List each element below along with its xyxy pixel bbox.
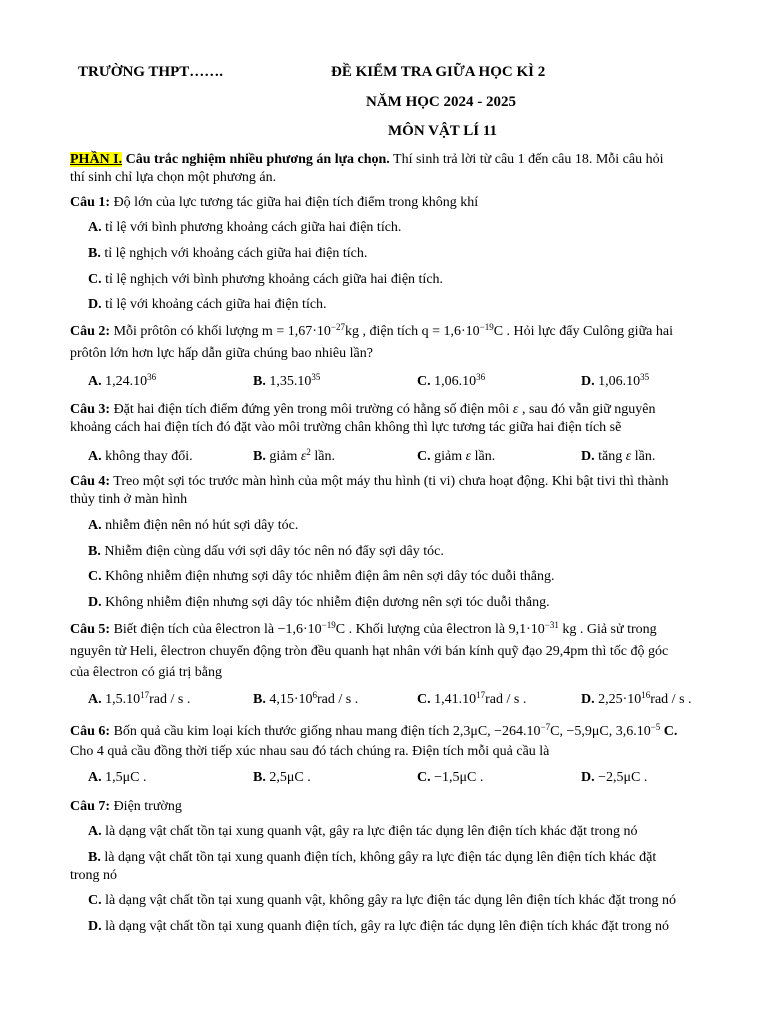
option-letter: D. (581, 770, 595, 785)
option-text: 1,41.10 (434, 692, 477, 707)
option-text: −2,5μC . (598, 770, 648, 785)
question-text: Biết điện tích của êlectron là −1,6·10 (110, 622, 322, 637)
epsilon-symbol: ε (625, 449, 632, 464)
option-text: Không nhiễm điện nhưng sợi dây tóc nhiễm điện âm nên sợi dây tóc duỗi thẳng. (101, 569, 555, 584)
option-text: lần. (471, 449, 496, 464)
option-letter: A. (88, 770, 102, 785)
section-instruction-1: Thí sinh trả lời từ câu 1 đến câu 18. Mỗi câu hỏi (389, 152, 664, 167)
question-5 (70, 622, 657, 638)
option-letter: B. (88, 246, 101, 261)
exponent: −31 (544, 620, 559, 630)
q4-option-b (88, 544, 444, 560)
q2-option-b (253, 374, 320, 390)
question-label: Câu 6: (70, 724, 111, 739)
question-text: C . Hỏi lực đẩy Culông giữa hai (493, 324, 673, 339)
option-text: lần. (631, 449, 656, 464)
question-5-line-2: nguyên tử Heli, êlectron chuyển động tròn đều quanh hạt nhân với bán kính quỹ đạo 29,4pm thì tốc độ góc (70, 644, 669, 659)
option-text: Nhiễm điện cùng dấu với sợi dây tóc nên nó đẩy sợi dây tóc. (100, 544, 444, 559)
exponent: 16 (641, 690, 651, 700)
q1-option-d (88, 297, 327, 313)
q6-option-c (417, 770, 483, 786)
question-text: Điện trường (110, 799, 182, 814)
q7-option-d (88, 919, 669, 935)
question-label: Câu 1: (70, 195, 111, 210)
option-letter: D. (581, 374, 595, 389)
q7-option-b (88, 850, 656, 866)
question-text: Treo một sợi tóc trước màn hình của một máy thu hình (ti vi) chưa hoạt động. Khi bật tivi thì thành (110, 474, 669, 489)
option-letter: C. (88, 272, 102, 287)
q3-option-b (253, 449, 335, 465)
q1-option-b (88, 246, 367, 262)
question-text: Bốn quả cầu kim loại kích thước giống nhau mang điện tích 2,3μC, −264.10 (110, 724, 541, 739)
question-2-line-2: prôtôn lớn hơn lực hấp dẫn giữa chúng bao nhiêu lần? (70, 346, 373, 361)
q4-option-c (88, 569, 554, 585)
q4-option-d (88, 595, 550, 611)
question-text: Mỗi prôtôn có khối lượng m = 1,67·10 (110, 324, 331, 339)
exponent: −19 (479, 322, 494, 332)
q4-option-a (88, 518, 298, 534)
exponent: 35 (311, 372, 321, 382)
q7-option-c (88, 893, 676, 909)
option-text: nhiễm điện nên nó hút sợi dây tóc. (101, 518, 299, 533)
q2-option-a (88, 374, 156, 390)
option-letter: D. (581, 692, 595, 707)
question-6-line-2: Cho 4 quả cầu đồng thời tiếp xúc nhau sau đó tách chúng ra. Điện tích mỗi quả cầu là (70, 744, 550, 759)
q5-option-c (417, 692, 526, 708)
school-year: NĂM HỌC 2024 - 2025 (366, 94, 516, 110)
option-text: 1,06.10 (598, 374, 641, 389)
option-text: 1,24.10 (105, 374, 148, 389)
option-text: rad / s . (149, 692, 191, 707)
question-label: Câu 2: (70, 324, 111, 339)
epsilon-symbol: ε (512, 402, 519, 417)
option-letter: A. (88, 449, 102, 464)
question-7 (70, 799, 182, 815)
option-letter: D. (88, 595, 102, 610)
option-text: 1,5.10 (105, 692, 141, 707)
question-1 (70, 195, 478, 211)
epsilon-symbol: ε (465, 449, 472, 464)
option-letter: B. (88, 544, 101, 559)
option-text: 2,5μC . (269, 770, 311, 785)
option-letter: B. (253, 692, 266, 707)
option-letter: A. (88, 518, 102, 533)
exponent: 35 (640, 372, 650, 382)
option-letter: A. (88, 824, 102, 839)
question-text: , sau đó vẫn giữ nguyên (518, 402, 656, 417)
q5-option-b (253, 692, 358, 708)
section-instruction-2: thí sinh chỉ lựa chọn một phương án. (70, 170, 277, 185)
q2-option-d (581, 374, 649, 390)
option-letter: A. (88, 220, 102, 235)
option-letter: C. (417, 374, 431, 389)
question-text: C . Khối lượng của êlectron là 9,1·10 (335, 622, 545, 637)
question-2 (70, 324, 673, 340)
option-letter: B. (88, 850, 101, 865)
option-text: là dạng vật chất tồn tại xung quanh vật, không gây ra lực điện tác dụng lên điện tích khác đặt trong nó (101, 893, 677, 908)
q3-option-c (417, 449, 495, 465)
option-letter: B. (253, 770, 266, 785)
exponent: −19 (321, 620, 336, 630)
question-3-line-2: khoảng cách hai điện tích đó đặt vào môi trường chân không thì lực tương tác giữa hai điện tích sẽ (70, 420, 622, 435)
q7-option-b-line-2: trong nó (70, 868, 118, 883)
option-text: là dạng vật chất tồn tại xung quanh điện tích, gây ra lực điện tác dụng lên điện tích khác đặt trong nó (101, 919, 670, 934)
question-4-line-2: thủy tinh ở màn hình (70, 492, 188, 507)
question-text: Độ lớn của lực tương tác giữa hai điện tích điểm trong không khí (110, 195, 479, 210)
option-text: tỉ lệ với khoảng cách giữa hai điện tích. (101, 297, 327, 312)
question-text: kg , điện tích q = 1,6·10 (344, 324, 480, 339)
option-text: tăng (594, 449, 626, 464)
option-letter: C. (417, 692, 431, 707)
exam-title: ĐỀ KIỂM TRA GIỮA HỌC KÌ 2 (331, 64, 546, 80)
option-letter: D. (581, 449, 595, 464)
section-heading (70, 152, 663, 168)
option-letter: C. (88, 893, 102, 908)
q6-option-d (581, 770, 647, 786)
section-title: Câu trắc nghiệm nhiều phương án lựa chọn. (122, 152, 390, 167)
option-text: rad / s . (650, 692, 692, 707)
option-text: −1,5μC . (434, 770, 484, 785)
exponent: 17 (476, 690, 486, 700)
option-text: tỉ lệ với bình phương khoảng cách giữa hai điện tích. (101, 220, 402, 235)
option-text: Không nhiễm điện nhưng sợi dây tóc nhiễm điện dương nên sợi tóc duỗi thẳng. (101, 595, 550, 610)
option-letter: B. (253, 374, 266, 389)
option-text: tỉ lệ nghịch với bình phương khoảng cách giữa hai điện tích. (101, 272, 444, 287)
option-text: là dạng vật chất tồn tại xung quanh điện tích, không gây ra lực điện tác dụng lên điện tích khác đặt (100, 850, 657, 865)
question-text: C, −5,9μC, 3,6.10 (550, 724, 651, 739)
question-label: Câu 5: (70, 622, 111, 637)
option-letter: B. (253, 449, 266, 464)
question-3 (70, 402, 656, 418)
option-text: 4,15·10 (269, 692, 313, 707)
option-letter: A. (88, 692, 102, 707)
option-letter: A. (88, 374, 102, 389)
option-letter: C. (88, 569, 102, 584)
q6-option-b (253, 770, 311, 786)
option-text: rad / s . (485, 692, 527, 707)
option-text: 1,35.10 (269, 374, 312, 389)
question-6 (70, 724, 677, 740)
question-text: kg . Giả sử trong (558, 622, 657, 637)
exponent: 17 (140, 690, 150, 700)
q1-option-a (88, 220, 401, 236)
option-text: giảm (265, 449, 301, 464)
exponent: −5 (650, 722, 661, 732)
option-text: 2,25·10 (598, 692, 642, 707)
option-text: 1,5μC . (105, 770, 147, 785)
exponent: 36 (147, 372, 157, 382)
option-text: không thay đổi. (101, 449, 193, 464)
q1-option-c (88, 272, 443, 288)
q7-option-a (88, 824, 638, 840)
option-letter: D. (88, 919, 102, 934)
option-text: là dạng vật chất tồn tại xung quanh vật, gây ra lực điện tác dụng lên điện tích khác đặt trong nó (101, 824, 638, 839)
q5-option-d (581, 692, 692, 708)
exponent: 2 (306, 447, 311, 457)
q3-option-a (88, 449, 193, 465)
option-text: rad / s . (317, 692, 359, 707)
q2-option-c (417, 374, 485, 390)
exponent: 6 (312, 690, 318, 700)
exponent: 36 (476, 372, 486, 382)
epsilon-symbol: ε (300, 449, 307, 464)
q5-option-a (88, 692, 190, 708)
q6-option-a (88, 770, 146, 786)
question-text: Đặt hai điện tích điểm đứng yên trong môi trường có hằng số điện môi (110, 402, 513, 417)
question-4 (70, 474, 668, 490)
exponent: −27 (330, 322, 345, 332)
exponent: −7 (540, 722, 551, 732)
question-label: Câu 7: (70, 799, 111, 814)
q3-option-d (581, 449, 655, 465)
section-tag: PHẦN I. (70, 152, 123, 167)
option-text: tỉ lệ nghịch với khoảng cách giữa hai điện tích. (100, 246, 368, 261)
question-text: C. (663, 724, 678, 739)
option-text: giảm (430, 449, 466, 464)
school-name: TRƯỜNG THPT……. (78, 64, 224, 80)
option-text: lần. (310, 449, 335, 464)
question-label: Câu 4: (70, 474, 111, 489)
option-letter: C. (417, 770, 431, 785)
option-letter: D. (88, 297, 102, 312)
question-label: Câu 3: (70, 402, 111, 417)
question-5-line-3: của êlectron có giá trị bằng (70, 665, 222, 680)
option-letter: C. (417, 449, 431, 464)
subject-title: MÔN VẬT LÍ 11 (388, 123, 498, 139)
option-text: 1,06.10 (434, 374, 477, 389)
